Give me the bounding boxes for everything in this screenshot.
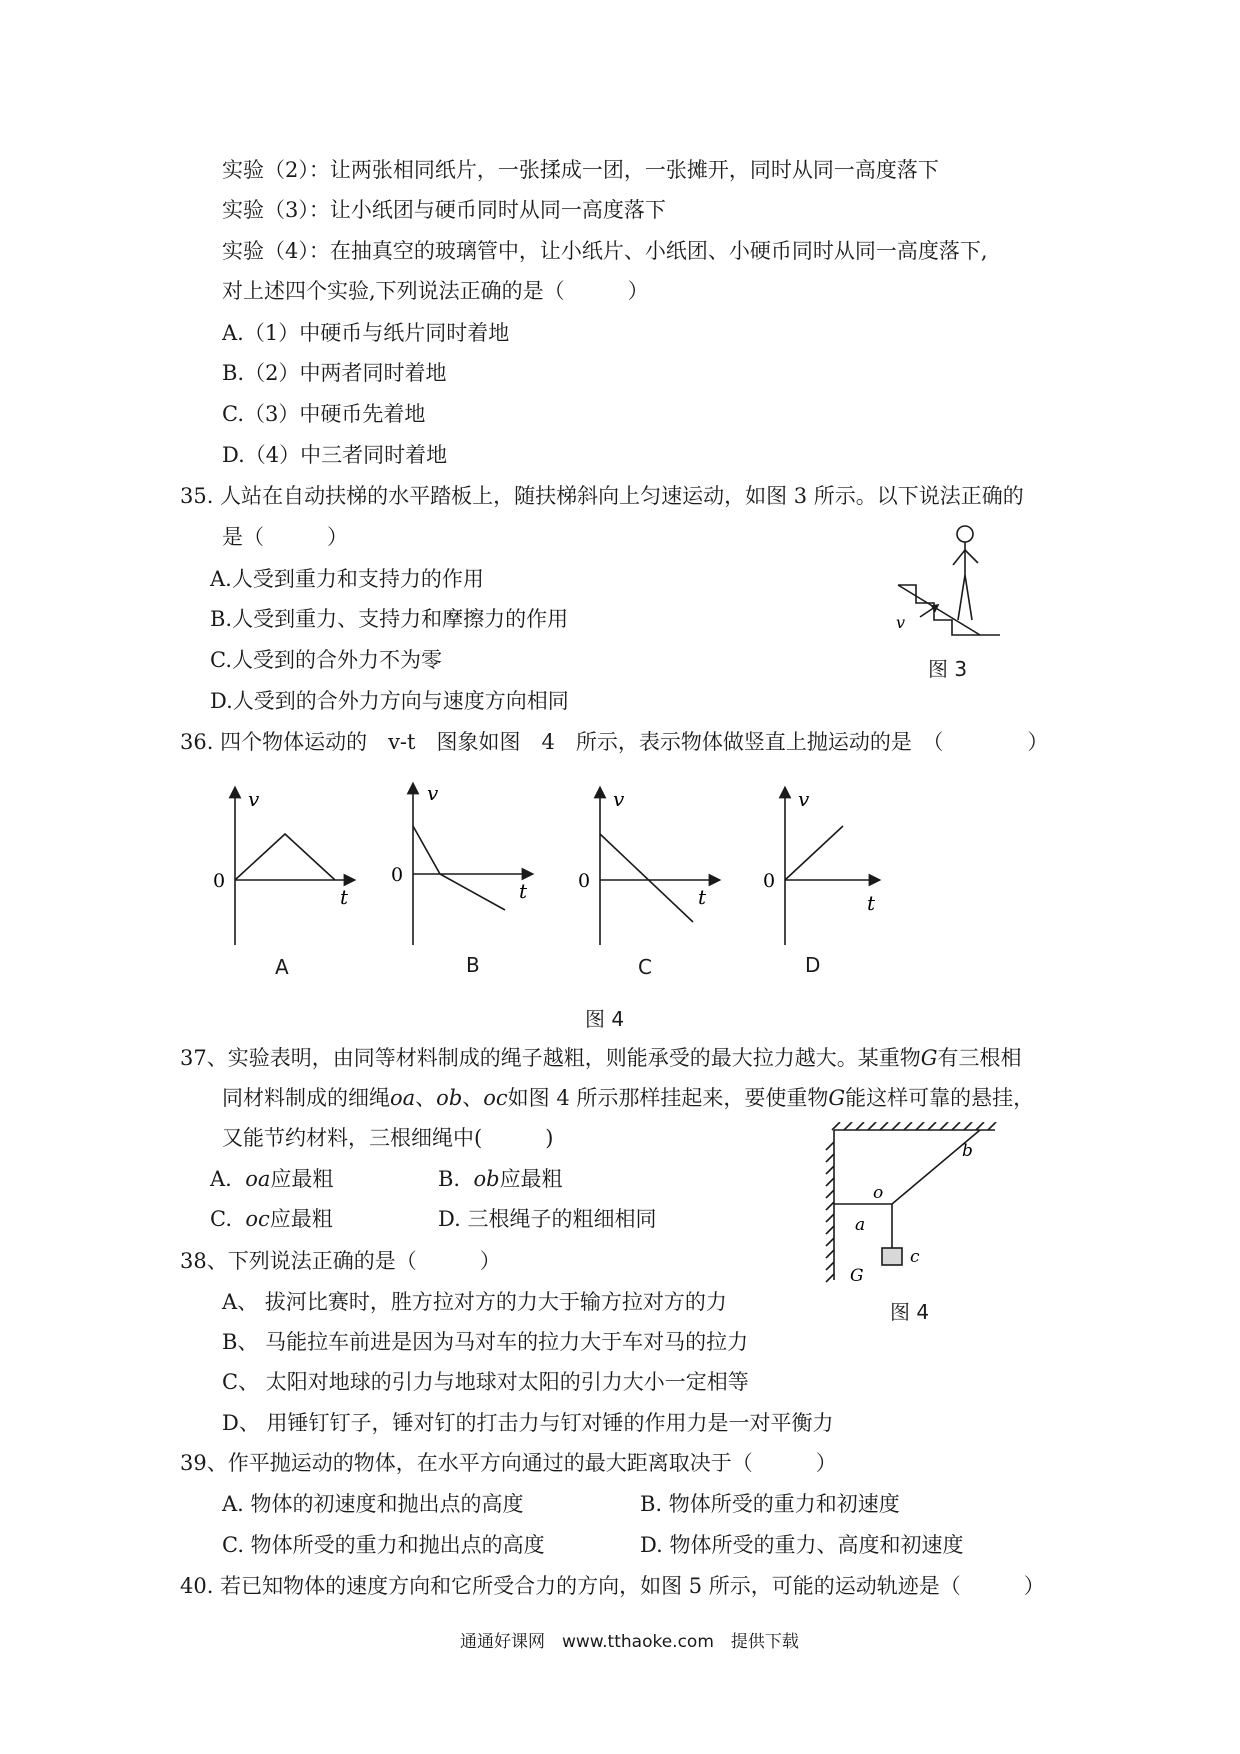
q39-option-b: B. 物体所受的重力和初速度 bbox=[640, 1492, 900, 1516]
q38-stem: 38、下列说法正确的是（ ） bbox=[180, 1249, 501, 1273]
weight-block bbox=[882, 1248, 902, 1265]
q37-line2: 同材料制成的细绳oa、ob、oc如图 4 所示那样挂起来，要使重物G能这样可靠的悬挂， bbox=[222, 1086, 1035, 1110]
graph-a-v-label: v bbox=[248, 787, 260, 811]
velocity-label: v bbox=[896, 613, 906, 632]
q39-stem: 39、作平抛运动的物体，在水平方向通过的最大距离取决于（ ） bbox=[180, 1451, 837, 1475]
q37-option-a: A. oa应最粗 bbox=[210, 1167, 334, 1191]
q34-option-b: B.（2）中两者同时着地 bbox=[222, 361, 447, 385]
graph-c-caption: C bbox=[638, 955, 652, 979]
label-o: o bbox=[873, 1183, 884, 1203]
q35-option-b: B.人受到重力、支持力和摩擦力的作用 bbox=[210, 607, 569, 631]
q37-option-b: B. ob应最粗 bbox=[438, 1167, 563, 1191]
vt-graphs-figure bbox=[195, 780, 915, 980]
graph-b-v-label: v bbox=[427, 781, 439, 805]
q40-stem: 40. 若已知物体的速度方向和它所受合力的方向，如图 5 所示，可能的运动轨迹是（ ） bbox=[180, 1574, 1045, 1598]
graph-c-v-label: v bbox=[613, 787, 625, 811]
q38-option-c: C、 太阳对地球的引力与地球对太阳的引力大小一定相等 bbox=[222, 1370, 749, 1394]
graph-d-caption: D bbox=[805, 953, 821, 977]
page-footer: 通通好课网 www.tthaoke.com 提供下载 bbox=[460, 1632, 799, 1652]
figure4-caption: 图 4 bbox=[585, 1007, 625, 1031]
graph-b-t-label: t bbox=[519, 879, 528, 903]
graph-b-caption: B bbox=[466, 953, 480, 977]
figure3-caption: 图 3 bbox=[928, 657, 968, 681]
q38-option-a: A、 拔河比赛时，胜方拉对方的力大于输方拉对方的力 bbox=[222, 1290, 727, 1314]
q34-stem: 对上述四个实验,下列说法正确的是（ ） bbox=[222, 279, 649, 303]
q35-stem-line2: 是（ ） bbox=[222, 525, 348, 549]
q34-experiment-2: 实验（2）：让两张相同纸片，一张揉成一团，一张摊开，同时从同一高度落下 bbox=[222, 158, 939, 182]
graph-a-caption: A bbox=[275, 955, 289, 979]
graph-a-origin: 0 bbox=[213, 870, 226, 892]
q34-option-d: D.（4）中三者同时着地 bbox=[222, 443, 448, 467]
graph-c-t-label: t bbox=[698, 885, 707, 909]
graph-a-t-label: t bbox=[340, 885, 349, 909]
label-b: b bbox=[962, 1141, 973, 1161]
q35-option-a: A.人受到重力和支持力的作用 bbox=[210, 567, 484, 591]
q37-line1: 37、实验表明，由同等材料制成的绳子越粗，则能承受的最大拉力越大。某重物G有三根相 bbox=[180, 1046, 1022, 1070]
ropes-figure bbox=[820, 1122, 1020, 1292]
vt-graph-d bbox=[763, 787, 876, 945]
q34-experiment-3: 实验（3）：让小纸团与硬币同时从同一高度落下 bbox=[222, 198, 666, 222]
label-g: G bbox=[850, 1266, 864, 1286]
q35-option-d: D.人受到的合外力方向与速度方向相同 bbox=[210, 689, 569, 713]
vt-graph-a bbox=[213, 787, 350, 945]
q35-option-c: C.人受到的合外力不为零 bbox=[210, 648, 442, 672]
graph-c-origin: 0 bbox=[578, 870, 591, 892]
escalator-steps bbox=[898, 585, 1000, 635]
q39-option-a: A. 物体的初速度和抛出点的高度 bbox=[222, 1492, 524, 1516]
vt-graph-b bbox=[391, 781, 528, 945]
graph-d-origin: 0 bbox=[763, 870, 776, 892]
label-c: c bbox=[910, 1247, 920, 1267]
graph-b-origin: 0 bbox=[391, 864, 404, 886]
q38-option-d: D、 用锤钉钉子，锤对钉的打击力与钉对锤的作用力是一对平衡力 bbox=[222, 1411, 834, 1435]
q38-option-b: B、 马能拉车前进是因为马对车的拉力大于车对马的拉力 bbox=[222, 1330, 749, 1354]
q39-option-c: C. 物体所受的重力和抛出点的高度 bbox=[222, 1533, 545, 1557]
q37-line3: 又能节约材料，三根细绳中( ) bbox=[222, 1126, 554, 1150]
q39-option-d: D. 物体所受的重力、高度和初速度 bbox=[640, 1533, 964, 1557]
graph-d-t-label: t bbox=[867, 891, 876, 915]
q34-experiment-4: 实验（4）：在抽真空的玻璃管中，让小纸片、小纸团、小硬币同时从同一高度落下, bbox=[222, 239, 988, 263]
vt-graph-c bbox=[578, 787, 715, 945]
label-a: a bbox=[855, 1215, 866, 1235]
q35-stem-line1: 35. 人站在自动扶梯的水平踏板上，随扶梯斜向上匀速运动，如图 3 所示。以下说法正确的 bbox=[180, 484, 1024, 508]
person-head bbox=[957, 526, 973, 542]
q37-option-d: D. 三根绳子的粗细相同 bbox=[438, 1207, 657, 1231]
q34-option-a: A.（1）中硬币与纸片同时着地 bbox=[222, 321, 510, 345]
q34-option-c: C.（3）中硬币先着地 bbox=[222, 402, 426, 426]
ropes-figure-caption: 图 4 bbox=[890, 1300, 930, 1324]
q37-option-c: C. oc应最粗 bbox=[210, 1207, 333, 1231]
graph-d-v-label: v bbox=[798, 787, 810, 811]
escalator-figure bbox=[890, 525, 1020, 650]
q36-stem: 36. 四个物体运动的 v-t 图象如图 4 所示，表示物体做竖直上抛运动的是 （ ） bbox=[180, 730, 1049, 754]
